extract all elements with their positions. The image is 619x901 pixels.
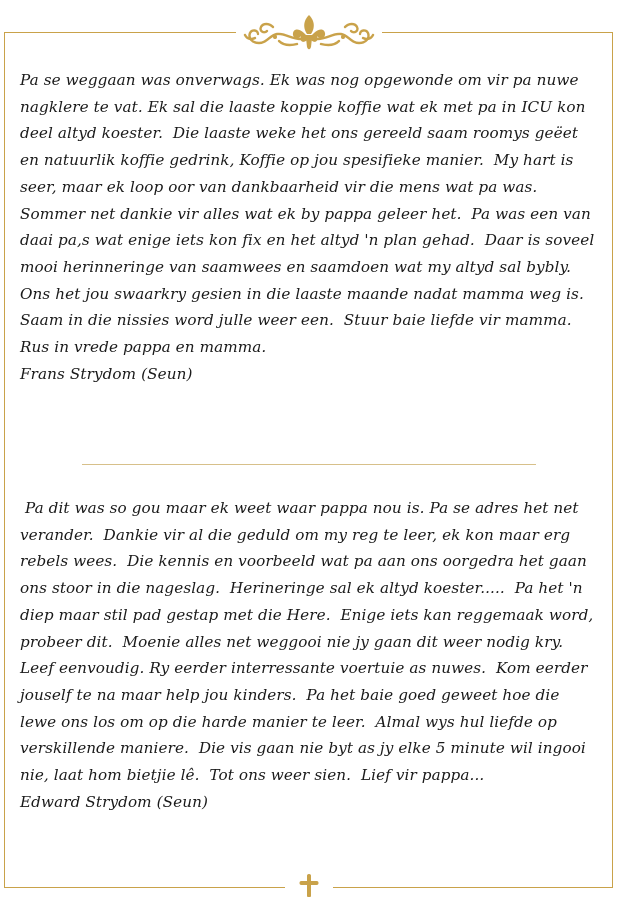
tribute-frans: [20, 67, 600, 387]
tribute-text: Pa dit was so gou maar ek weet waar pappa nou is. Pa se adres het net verander. Dankie vir al die geduld om my reg te leer, ek kon maar erg rebels wees. Die kennis en voorbeeld wat pa aan ons oorgedra het gaan ons stoor in die nageslag. Herineringe sal ek altyd koester..... Pa het 'n diep maar stil pad gestap met die Here. Enige iets kan reggemaak word, probeer dit. Moenie alles net weggooi nie jy gaan dit weer nodig kry. Leef eenvoudig. Ry eerder interressante voertuie as nuwes. Kom eerder jouself te na maar help jou kinders. Pa het baie goed geweet hoe die lewe ons los om op die harde manier te leer. Almal wys hul liefde op verskillende maniere. Die vis gaan nie byt as jy elke 5 minute wil ingooi nie, laat hom bietjie lê. Tot ons weer sien. Lief vir pappa...: [20, 499, 599, 785]
cross-graphic: [299, 874, 319, 898]
tribute-signature: Edward Strydom (Seun): [20, 792, 209, 811]
tribute-text: Pa se weggaan was onverwags. Ek was nog opgewonde om vir pa nuwe nagklere te vat. Ek sal die laaste koppie koffie wat ek met pa in ICU kon deel altyd koester. Die laaste weke het ons gereeld saam roomys geëet en natuurlik koffie gedrink, Koffie op jou spesifieke manier. My hart is seer, maar ek loop oor van dankbaarheid vir die mens wat pa was. Sommer net dankie vir alles wat ek by pappa geleer het. Pa was een van daai pa,s wat enige iets kon fix en het altyd 'n plan gehad. Daar is soveel mooi herinneringe van saamwees en saamdoen wat my altyd sal bybly. Ons het jou swaarkry gesien in die laaste maande nadat mamma weg is. Saam in die nissies word julle weer een. Stuur baie liefde vir mamma. Rus in vrede pappa en mamma.: [20, 71, 600, 357]
fleur-de-lis-ornament-icon: [236, 10, 382, 56]
cross-icon: [285, 874, 333, 901]
fleur-de-lis-ornament-graphic: [239, 13, 379, 53]
tribute-signature: Frans Strydom (Seun): [20, 364, 193, 383]
tribute-edward: [20, 495, 600, 815]
section-divider: [82, 464, 536, 465]
